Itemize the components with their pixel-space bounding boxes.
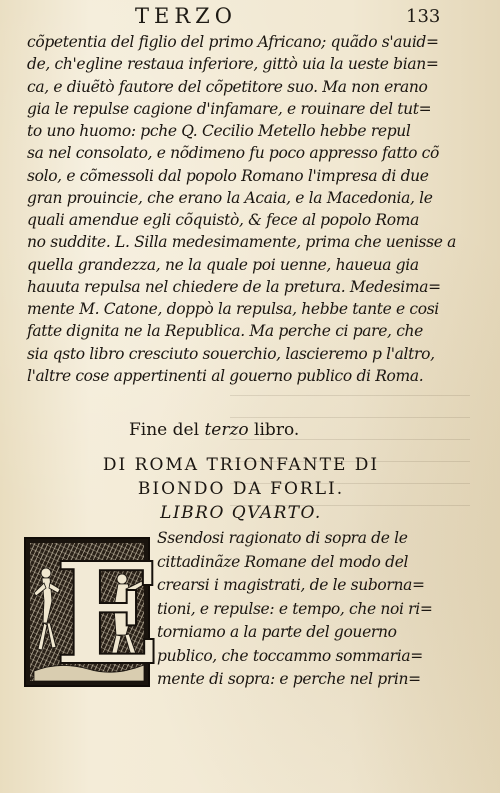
text-line: sa nel consolato, e nõdimeno fu poco appresso fatto cõ [27, 144, 439, 163]
title-line: BIONDO DA FORLI. [137, 479, 345, 499]
book-end-colophon [129, 420, 299, 440]
text-line: mente M. Catone, doppò la repulsa, hebbe tante e cosi [27, 300, 439, 318]
text-line: torniamo a la parte del gouerno [157, 623, 397, 641]
text-line: de, ch'egline restaua inferiore, gittò uia la ueste bian= [27, 55, 439, 74]
book-title [46, 453, 436, 525]
text-line: solo, e cõmessoli dal popolo Romano l'impresa di due [27, 166, 429, 185]
colophon-suffix: libro. [248, 420, 300, 440]
colophon-prefix: Fine del [129, 420, 205, 440]
colophon-book-number: terzo [204, 420, 249, 440]
title-line: LIBRO QVARTO. [160, 503, 322, 523]
page-number: 133 [406, 6, 441, 27]
text-line: tioni, e repulse: e tempo, che noi ri= [157, 599, 433, 618]
decorated-initial [24, 533, 161, 697]
text-line: no suddite. L. Silla medesimamente, prima che uenisse a [27, 233, 456, 252]
page-header [0, 2, 500, 32]
body-text [27, 31, 470, 387]
text-line: gran prouincie, che erano la Acaia, e la Macedonia, le [27, 188, 433, 207]
initial-letter: E [54, 533, 161, 697]
title-line: DI ROMA TRIONFANTE DI [102, 455, 380, 475]
text-line: sia qsto libro cresciuto souerchio, lascieremo p l'altro, [27, 344, 435, 363]
chapter-opening-text [157, 527, 472, 692]
text-line: cittadinãze Romane del modo del [157, 552, 409, 571]
text-line: fatte dignita ne la Republica. Ma perche ci pare, che [27, 322, 423, 341]
text-line: hauuta repulsa nel chiedere de la pretura. Medesima= [27, 277, 441, 296]
running-head: TERZO [135, 4, 237, 28]
text-line: Ssendosi ragionato di sopra de le [157, 529, 408, 547]
text-line: to uno huomo: pche Q. Cecilio Metello hebbe repul [27, 122, 411, 140]
text-line: mente di sopra: e perche nel prin= [157, 670, 421, 688]
text-line: crearsi i magistrati, de le suborna= [157, 576, 425, 594]
text-line: ca, e diuẽtò fautore del cõpetitore suo. Ma non erano [27, 77, 428, 96]
text-line: quali amendue egli cõquistò, & fece al popolo Roma [27, 211, 419, 229]
text-line: gia le repulse cagione d'infamare, e rouinare del tut= [27, 99, 432, 118]
text-line: quella grandezza, ne la quale poi uenne, haueua gia [27, 255, 419, 274]
text-line: cõpetentia del figlio del primo Africano; quãdo s'auid= [27, 33, 439, 51]
woodcut-background [30, 533, 161, 697]
text-line: publico, che toccammo sommaria= [157, 646, 423, 665]
text-line: l'altre cose appertinenti al gouerno publico di Roma. [27, 366, 424, 385]
